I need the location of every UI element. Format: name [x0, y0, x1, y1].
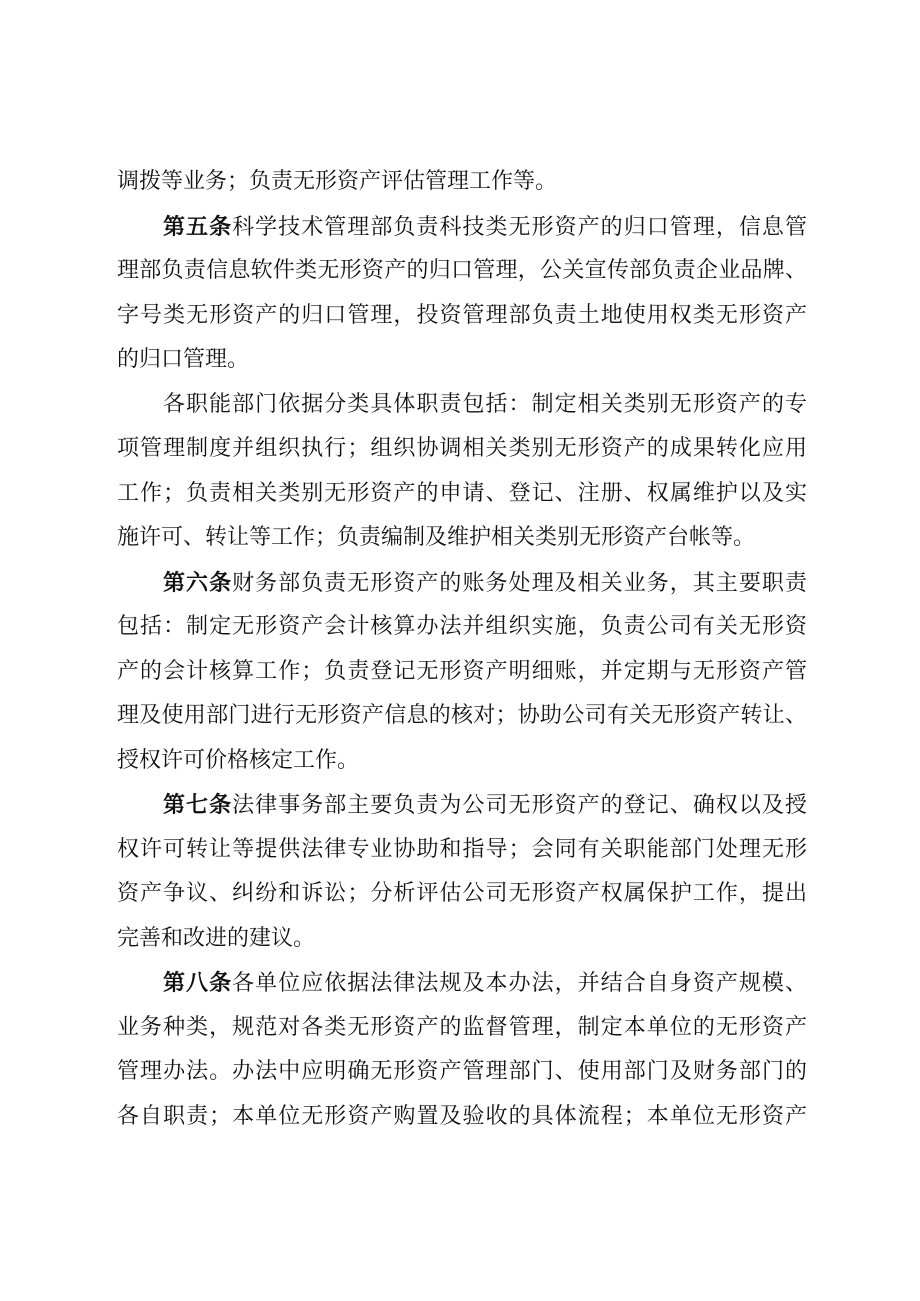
line-text: 业务种类，规范对各类无形资产的监督管理，制定本单位的无形资产 [117, 1014, 807, 1040]
article-number: 第七条 [163, 792, 233, 818]
text-line [117, 561, 807, 606]
text-line [117, 160, 807, 205]
line-text: 字号类无形资产的归口管理，投资管理部负责土地使用权类无形资产 [117, 302, 807, 328]
text-line [117, 294, 807, 339]
text-line [117, 783, 807, 828]
text-line [117, 383, 807, 428]
line-text: 各自职责；本单位无形资产购置及验收的具体流程；本单位无形资产 [117, 1103, 807, 1129]
text-line [117, 605, 807, 650]
text-line [117, 961, 807, 1006]
line-text: 理及使用部门进行无形资产信息的核对；协助公司有关无形资产转让、 [117, 703, 807, 728]
text-line [117, 1050, 807, 1095]
text-line [117, 249, 807, 294]
line-text: 产的会计核算工作；负责登记无形资产明细账，并定期与无形资产管 [117, 658, 807, 684]
line-text: 财务部负责无形资产的账务处理及相关业务，其主要职责 [232, 570, 807, 596]
text-line [117, 1006, 807, 1051]
line-text: 项管理制度并组织执行；组织协调相关类别无形资产的成果转化应用 [117, 436, 807, 461]
line-text: 施许可、转让等工作；负责编制及维护相关类别无形资产台帐等。 [117, 525, 756, 550]
text-line [117, 650, 807, 695]
line-text: 理部负责信息软件类无形资产的归口管理，公关宣传部负责企业品牌、 [117, 258, 807, 283]
text-line [117, 516, 807, 561]
line-text: 各职能部门依据分类具体职责包括：制定相关类别无形资产的专 [163, 391, 807, 417]
article-number: 第六条 [163, 569, 233, 596]
document-body [117, 160, 807, 1139]
line-text: 包括：制定无形资产会计核算办法并组织实施，负责公司有关无形资 [117, 614, 807, 639]
line-text: 完善和改进的建议。 [117, 925, 316, 951]
text-line [117, 205, 807, 250]
line-text: 管理办法。办法中应明确无形资产管理部门、使用部门及财务部门的 [117, 1059, 807, 1084]
line-text: 法律事务部主要负责为公司无形资产的登记、确权以及授 [232, 793, 807, 818]
line-text: 授权许可价格核定工作。 [117, 747, 360, 773]
text-line [117, 472, 807, 517]
line-text: 权许可转让等提供法律专业协助和指导；会同有关职能部门处理无形 [117, 836, 807, 862]
line-text: 科学技术管理部负责科技类无形资产的归口管理，信息管 [232, 214, 807, 240]
text-line [117, 917, 807, 962]
text-line [117, 739, 807, 784]
line-text: 工作；负责相关类别无形资产的申请、登记、注册、权属维护以及实 [117, 480, 807, 506]
line-text: 各单位应依据法律法规及本办法，并结合自身资产规模、 [232, 971, 807, 996]
line-text: 资产争议、纠纷和诉讼；分析评估公司无形资产权属保护工作，提出 [117, 881, 807, 906]
article-number: 第五条 [163, 213, 233, 240]
text-line [117, 872, 807, 917]
line-text: 调拨等业务；负责无形资产评估管理工作等。 [117, 169, 558, 194]
line-text: 的归口管理。 [117, 347, 250, 372]
text-line [117, 694, 807, 739]
article-number: 第八条 [163, 970, 233, 996]
text-line [117, 828, 807, 873]
text-line [117, 427, 807, 472]
text-line [117, 338, 807, 383]
text-line [117, 1095, 807, 1140]
